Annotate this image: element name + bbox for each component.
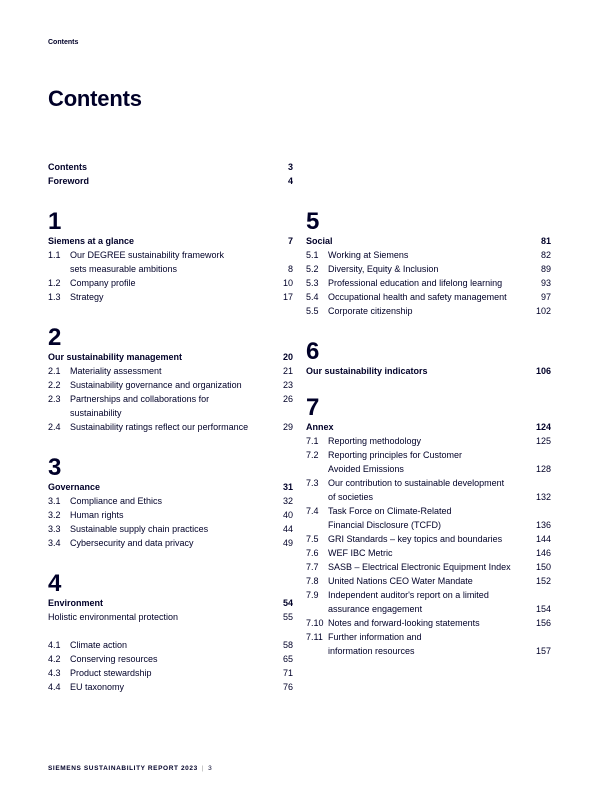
item-page: 136	[535, 520, 551, 530]
item-page: 29	[282, 422, 293, 432]
toc-item-continuation[interactable]	[306, 490, 551, 504]
item-page: 8	[287, 264, 293, 274]
item-number: 7.9	[306, 590, 319, 600]
item-title-cont: sets measurable ambitions	[70, 264, 178, 274]
toc-item-intro[interactable]	[48, 610, 293, 624]
section-page: 54	[282, 598, 293, 608]
toc-item[interactable]	[48, 276, 293, 290]
item-page: 40	[282, 510, 293, 520]
item-page: 146	[535, 548, 551, 558]
item-number: 1.3	[48, 292, 61, 302]
toc-item[interactable]	[48, 508, 293, 522]
item-title: Compliance and Ethics	[70, 496, 163, 506]
item-page: 125	[535, 436, 551, 446]
section-5	[306, 210, 551, 318]
toc-item[interactable]	[306, 248, 551, 262]
running-header: Contents	[48, 39, 79, 46]
item-title: Product stewardship	[70, 668, 152, 678]
item-page: 55	[282, 612, 293, 622]
item-page: 89	[540, 264, 551, 274]
toc-item[interactable]	[306, 434, 551, 448]
section-heading[interactable]	[48, 480, 293, 494]
item-number: 3.2	[48, 510, 61, 520]
item-page: 49	[282, 538, 293, 548]
item-page: 65	[282, 654, 293, 664]
item-page: 44	[282, 524, 293, 534]
item-title: Holistic environmental protection	[48, 612, 179, 622]
section-title: Environment	[48, 598, 104, 608]
item-title: Independent auditor's report on a limited	[328, 590, 489, 600]
item-page: 128	[535, 464, 551, 474]
section-heading[interactable]	[306, 420, 551, 434]
toc-item[interactable]	[306, 504, 551, 518]
section-title: Annex	[306, 422, 334, 432]
toc-item[interactable]	[48, 392, 293, 420]
item-number: 1.2	[48, 278, 61, 288]
section-3	[48, 456, 293, 550]
toc-item[interactable]	[306, 588, 551, 602]
section-title: Our sustainability management	[48, 352, 183, 362]
section-number: 1	[48, 208, 62, 235]
toc-item[interactable]	[306, 532, 551, 546]
item-title: Materiality assessment	[70, 366, 162, 376]
item-title: Sustainable supply chain practices	[70, 524, 209, 534]
item-title: Conserving resources	[70, 654, 158, 664]
section-page: 7	[287, 236, 293, 246]
section-page: 124	[535, 422, 551, 432]
section-title: Social	[306, 236, 333, 246]
page-title: Contents	[48, 86, 142, 111]
toc-item[interactable]	[306, 262, 551, 276]
page-footer	[48, 765, 212, 772]
section-page: 81	[540, 236, 551, 246]
toc-right-column	[306, 160, 551, 658]
item-title: Our DEGREE sustainability framework	[70, 250, 225, 260]
toc-item[interactable]	[306, 448, 551, 462]
item-number: 5.4	[306, 292, 319, 302]
item-number: 2.3	[48, 394, 61, 404]
item-title: Climate action	[70, 640, 128, 650]
toc-item[interactable]	[48, 522, 293, 536]
toc-item-continuation[interactable]	[306, 518, 551, 532]
item-title: EU taxonomy	[70, 682, 125, 692]
item-title-cont: Financial Disclosure (TCFD)	[328, 520, 442, 530]
section-title: Siemens at a glance	[48, 236, 135, 246]
toc-item-continuation[interactable]	[48, 262, 293, 276]
section-page: 20	[282, 352, 293, 362]
section-6	[306, 340, 551, 378]
item-number: 7.10	[306, 618, 324, 628]
item-title: Diversity, Equity & Inclusion	[328, 264, 439, 274]
section-heading[interactable]	[48, 234, 293, 248]
item-page: 10	[282, 278, 293, 288]
section-number: 6	[306, 338, 320, 365]
toc-item[interactable]	[48, 364, 293, 378]
item-number: 5.1	[306, 250, 319, 260]
toc-entry-title: Contents	[48, 162, 87, 172]
item-title: Further information and	[328, 632, 422, 642]
section-number: 3	[48, 454, 62, 481]
toc-item-continuation[interactable]	[306, 602, 551, 616]
toc-entry-foreword[interactable]	[48, 174, 293, 188]
toc-item[interactable]	[48, 666, 293, 680]
toc-item[interactable]	[306, 276, 551, 290]
toc-entry-page: 4	[287, 176, 293, 186]
toc-item[interactable]	[48, 494, 293, 508]
toc-item[interactable]	[306, 630, 551, 644]
item-title: United Nations CEO Water Mandate	[328, 576, 473, 586]
item-title-cont: assurance engagement	[328, 604, 423, 614]
toc-item[interactable]	[48, 536, 293, 550]
item-title: Reporting principles for Customer	[328, 450, 463, 460]
item-page: 71	[282, 668, 293, 678]
item-page: 23	[282, 380, 293, 390]
item-title: Sustainability governance and organization	[70, 380, 242, 390]
item-number: 4.4	[48, 682, 61, 692]
section-number: 5	[306, 208, 320, 235]
toc-item-continuation[interactable]	[306, 462, 551, 476]
toc-item[interactable]	[48, 652, 293, 666]
toc-item[interactable]	[306, 560, 551, 574]
item-title-cont: of societies	[328, 492, 374, 502]
item-title: Corporate citizenship	[328, 306, 413, 316]
item-title: Notes and forward-looking statements	[328, 618, 480, 628]
toc-item[interactable]	[48, 248, 293, 262]
toc-left-column	[48, 160, 293, 694]
toc-item[interactable]	[306, 476, 551, 490]
section-number: 2	[48, 324, 62, 351]
section-2	[48, 326, 293, 434]
item-page: 17	[282, 292, 293, 302]
item-title: SASB – Electrical Electronic Equipment Index	[328, 562, 511, 572]
item-number: 3.4	[48, 538, 61, 548]
toc-item[interactable]	[48, 420, 293, 434]
section-heading[interactable]	[306, 234, 551, 248]
item-number: 7.4	[306, 506, 319, 516]
toc-item[interactable]	[48, 378, 293, 392]
item-page: 144	[535, 534, 551, 544]
item-page: 156	[535, 618, 551, 628]
item-page: 150	[535, 562, 551, 572]
section-heading[interactable]	[48, 596, 293, 610]
item-title: Company profile	[70, 278, 136, 288]
item-number: 7.5	[306, 534, 319, 544]
section-title: Our sustainability indicators	[306, 366, 428, 376]
item-number: 5.3	[306, 278, 319, 288]
item-title: Human rights	[70, 510, 124, 520]
item-number: 4.3	[48, 668, 61, 678]
item-number: 3.3	[48, 524, 61, 534]
item-page: 157	[535, 646, 551, 656]
item-number: 7.8	[306, 576, 319, 586]
section-number: 4	[48, 570, 62, 597]
footer-report-title: SIEMENS SUSTAINABILITY REPORT 2023	[48, 765, 198, 772]
item-number: 7.2	[306, 450, 319, 460]
item-page: 32	[282, 496, 293, 506]
section-4	[48, 572, 293, 694]
item-page: 26	[282, 394, 293, 404]
item-number: 7.1	[306, 436, 319, 446]
toc-item[interactable]	[306, 574, 551, 588]
toc-entry-title: Foreword	[48, 176, 90, 186]
item-page: 58	[282, 640, 293, 650]
item-number: 2.1	[48, 366, 61, 376]
item-title: Task Force on Climate-Related	[328, 506, 452, 516]
item-number: 5.2	[306, 264, 319, 274]
toc-item[interactable]	[306, 290, 551, 304]
item-title: Reporting methodology	[328, 436, 422, 446]
toc-item[interactable]	[306, 616, 551, 630]
item-number: 3.1	[48, 496, 61, 506]
item-number: 7.3	[306, 478, 319, 488]
toc-item[interactable]	[48, 290, 293, 304]
item-title: Our contribution to sustainable development	[328, 478, 505, 488]
item-number: 2.4	[48, 422, 61, 432]
section-heading[interactable]	[48, 350, 293, 364]
toc-item-continuation[interactable]	[306, 644, 551, 658]
item-title: WEF IBC Metric	[328, 548, 393, 558]
item-title: Partnerships and collaborations for sustainability	[70, 394, 210, 418]
item-page: 76	[282, 682, 293, 692]
toc-entry-contents[interactable]	[48, 160, 293, 174]
item-page: 154	[535, 604, 551, 614]
item-number: 4.2	[48, 654, 61, 664]
item-number: 7.6	[306, 548, 319, 558]
item-title-cont: information resources	[328, 646, 415, 656]
item-page: 132	[535, 492, 551, 502]
section-7	[306, 396, 551, 658]
item-title: Professional education and lifelong learning	[328, 278, 503, 288]
item-title: GRI Standards – key topics and boundaries	[328, 534, 503, 544]
section-number: 7	[306, 394, 320, 421]
toc-item[interactable]	[48, 638, 293, 652]
item-title: Sustainability ratings reflect our performance	[70, 422, 249, 432]
toc-entry-page: 3	[287, 162, 293, 172]
section-title: Governance	[48, 482, 101, 492]
toc-item[interactable]	[306, 546, 551, 560]
item-page: 21	[282, 366, 293, 376]
item-page: 152	[535, 576, 551, 586]
toc-item[interactable]	[306, 304, 551, 318]
item-title: Working at Siemens	[328, 250, 409, 260]
item-number: 7.7	[306, 562, 319, 572]
item-page: 102	[535, 306, 551, 316]
section-page: 31	[282, 482, 293, 492]
item-number: 2.2	[48, 380, 61, 390]
item-number: 1.1	[48, 250, 61, 260]
item-title: Strategy	[70, 292, 104, 302]
item-title-cont: Avoided Emissions	[328, 464, 404, 474]
section-page: 106	[535, 366, 551, 376]
footer-page-number: 3	[208, 765, 213, 772]
item-number: 4.1	[48, 640, 61, 650]
item-page: 82	[540, 250, 551, 260]
item-title: Cybersecurity and data privacy	[70, 538, 194, 548]
section-heading[interactable]	[306, 364, 551, 378]
item-number: 7.11	[306, 632, 323, 642]
section-1	[48, 210, 293, 304]
toc-item[interactable]	[48, 680, 293, 694]
item-page: 97	[540, 292, 551, 302]
item-number: 5.5	[306, 306, 319, 316]
footer-separator: |	[201, 765, 205, 772]
item-title: Occupational health and safety management	[328, 292, 507, 302]
item-page: 93	[540, 278, 551, 288]
